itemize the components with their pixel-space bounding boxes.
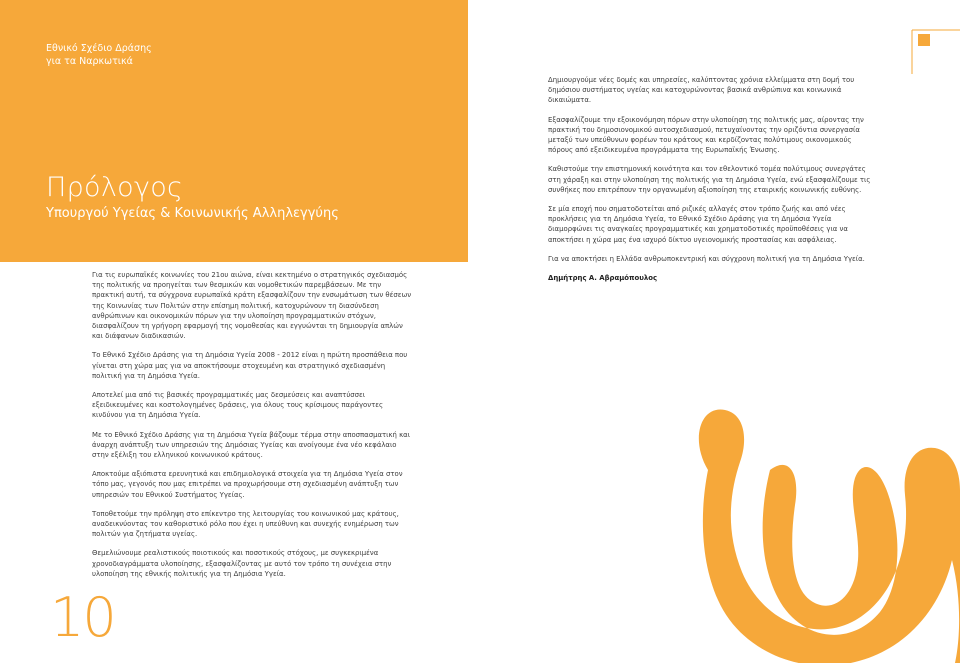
paragraph: Με το Εθνικό Σχέδιο Δράσης για τη Δημόσια Υγεία βάζουμε τέρμα στην αποσπασματική και άναρχη ανάπτυξη των υπηρεσιών της Δημόσιας Υγείας και ανοίγουμε ένα νέο κεφάλαιο στην εξέλιξη του ελληνικού κοινωνικού κράτους. <box>92 430 411 460</box>
paragraph: Εξασφαλίζουμε την εξοικονόμηση πόρων στην υλοποίηση της πολιτικής μας, αίροντας την πρακτική του δημοσιονομικού αυτοσχεδιασμού, πετυχαίνοντας την οριζόντια συνεργασία μεταξύ των υπεύθυνων φορέων του κράτους και κερδίζοντας πολύτιμους οικονομικούς πόρους από εξειδικευμένα προγράμματα της Ευρωπαϊκής Ένωσης. <box>548 115 864 155</box>
right-text-column <box>548 75 874 292</box>
orange-header-block <box>0 0 468 262</box>
page-number: 10 <box>50 586 115 649</box>
paragraph: Για τις ευρωπαϊκές κοινωνίες του 21ου αιώνα, είναι κεκτημένο ο στρατηγικός σχεδιασμός της πολιτικής να προηγείται των θεσμικών και νομοθετικών παρεμβάσεων. Με την πρακτική αυτή, τα σύγχρονα ευρωπαϊκά κράτη εξασφαλίζουν την ενσωμάτωση των θέσεων της Κοινωνίας των Πολιτών στην επίσημη πολιτική, κατοχυρώνουν τη διασύνδεση ανθρώπινων και οικονομικών πόρων για την υλοποίηση προγραμματικών στόχων, διασφαλίζουν τη γρήγορη εφαρμογή της νομοθεσίας και εγγυώνται τη δημιουργία απλών και διάφανων διαδικασιών. <box>92 271 412 341</box>
paragraph: Θεμελιώνουμε ρεαλιστικούς ποιοτικούς και ποσοτικούς στόχους, με συγκεκριμένα χρονοδιαγράμματα υλοποίησης, εξασφαλίζοντας με αυτό τον τρόπο τη συνέχεια στην υλοποίηση της εθνικής πολιτικής για τη Δημόσια Υγεία. <box>92 549 392 578</box>
paragraph: Το Εθνικό Σχέδιο Δράσης για τη Δημόσια Υγεία 2008 - 2012 είναι η πρώτη προσπάθεια που γίνεται στη χώρα μας για να αποκτήσουμε στοχευμένη και στρατηγικό σχεδιασμένη πολιτική για τη Δημόσια Υγεία. <box>92 351 408 380</box>
left-text-column <box>92 270 414 588</box>
series-title-line1: Εθνικό Σχέδιο Δράσης <box>46 43 152 54</box>
section-subtitle: Υπουργού Υγείας & Κοινωνικής Αλληλεγγύης <box>46 206 339 221</box>
author-signature: Δημήτρης Α. Αβραμόπουλος <box>548 274 658 283</box>
paragraph: Αποκτούμε αξιόπιστα ερευνητικά και επιδημιολογικά στοιχεία για τη Δημόσια Υγεία στον τόπο μας, γεγονός που μας επιτρέπει να προχωρήσουμε στη σχεδιασμένη ανάπτυξη των υπηρεσιών του Εθνικού Συστήματος Υγείας. <box>92 470 403 499</box>
series-title-line2: για τα Ναρκωτικά <box>46 56 133 67</box>
paragraph: Τοποθετούμε την πρόληψη στο επίκεντρο της λειτουργίας του κοινωνικού μας κράτους, αναδεικνύοντας τον καθοριστικό ρόλο που έχει η υπεύθυνη και συνεχής ενημέρωση των πολιτών για ζητήματα υγείας. <box>92 509 399 539</box>
decorative-letter-upsilon <box>699 410 960 663</box>
document-series-title <box>46 42 152 68</box>
paragraph: Για να αποκτήσει η Ελλάδα ανθρωποκεντρική και σύγχρονη πολιτική για τη Δημόσια Υγεία. <box>548 254 865 263</box>
corner-square <box>918 34 930 46</box>
paragraph: Δημιουργούμε νέες δομές και υπηρεσίες, καλύπτοντας χρόνια ελλείμματα στη δομή του δημόσιου συστήματος υγείας και κατοχυρώνοντας βασικά ανθρώπινα και κοινωνικά δικαιώματα. <box>548 76 855 105</box>
section-title: Πρόλογος <box>46 172 184 203</box>
paragraph: Σε μία εποχή που σηματοδοτείται από ριζικές αλλαγές στον τρόπο ζωής και από νέες προκλήσεις για τη Δημόσια Υγεία, το Εθνικό Σχέδιο Δράσης για τη Δημόσια Υγεία διαμορφώνει τις αναγκαίες προγραμματικές και χρηματοδοτικές προϋποθέσεις για να αποκτήσει η χώρα μας ένα ισχυρό δίκτυο υγειονομικής προστασίας και ασφάλειας. <box>548 205 848 244</box>
paragraph: Αποτελεί μια από τις βασικές προγραμματικές μας δεσμεύσεις και αναπτύσσει εξειδικευμένες και κοστολογημένες δράσεις, για όλους τους κρίσιμους παράγοντες κινδύνου για τη Δημόσια Υγεία. <box>92 391 384 420</box>
paragraph: Καθιστούμε την επιστημονική κοινότητα και τον εθελοντικό τομέα πολύτιμους συνεργάτες στη χάραξη και στην υλοποίηση της πολιτικής για τη Δημόσια Υγεία, ενώ εξασφαλίζουμε τις συνθήκες που επιτρέπουν την οργανωμένη αξιοποίηση της εταιρικής κοινωνικής ευθύνης. <box>548 165 871 194</box>
